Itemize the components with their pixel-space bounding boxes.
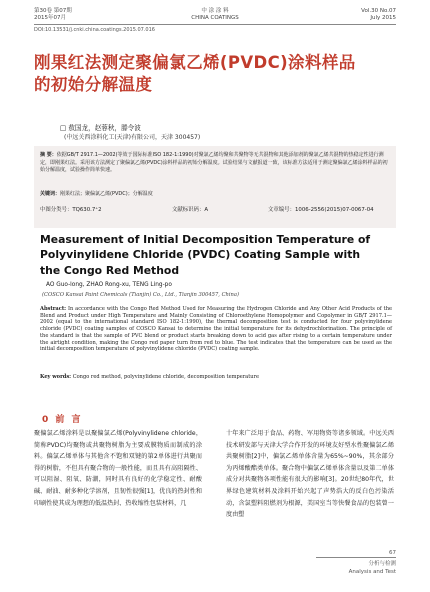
page-number: 67 bbox=[389, 550, 396, 556]
header-divider bbox=[34, 24, 396, 25]
footer-journal-cn: 分析与检测 bbox=[368, 561, 396, 567]
volume-issue-en: Vol.30 No.07 bbox=[361, 8, 396, 14]
abstract-en bbox=[40, 306, 392, 353]
doi[interactable]: DOI:10.13531/j.cnki.china.coatings.2015.07.016 bbox=[34, 27, 155, 33]
journal-name-en: CHINA COATINGS bbox=[191, 15, 239, 21]
abstract-cn bbox=[40, 152, 390, 175]
keywords-cn-text: 刚果红法；聚偏氯乙烯(PVDC)；分解温度 bbox=[60, 191, 153, 197]
keywords-cn-label: 关键词： bbox=[40, 191, 61, 197]
header-right bbox=[361, 8, 396, 22]
abstract-en-text: In accordance with the Congo Red Method Used for Measuring the Hydrogen Chloride and Any Other Acid Products of the Blend and Product under High Temperature and Mainly Consisting of Chloroethylene Homopolymer and Copolymer in GB/T 2917.1—2002 (equal to the international standard ISO 182-1:1990), the thermal decomposition test is conducted for four polyvinylidene chloride (PVDC) coating samples of COSCO Kansai to determine the initial temperature for its dehydrochlorination. The principle of the standard is that the sample of PVC blend or product starts breaking down to acid gas after rising to a certain temperature under the airtight condition, making the Congo red paper turn from red to blue. The test indicates that the temperature can be used as the initial decomposition temperature of polyvinylidene chloride (PVDC) coating sample. bbox=[40, 306, 392, 353]
page-footer bbox=[316, 549, 396, 576]
keywords-en-text: Congo red method, polyvinylidene chloride, decomposition temperature bbox=[72, 374, 259, 380]
abstract-cn-text: 依据GB/T 2917.1—2002(等效于国际标准ISO 182-1:1990)对聚氯乙烯均聚和共聚物等无共混物和其他添加剂的聚氯乙烯共混物的热稳定性进行测定，即刚果红法。采用该方法测定了聚偏氯乙烯(PVDC)涂料样品的初始分解温度。试验结果与文献报道一致，该标准方法适用于测定聚偏氯乙烯涂料样品的初始分解温度，试验操作简单快速。 bbox=[40, 152, 388, 174]
date-en: July 2015 bbox=[370, 15, 396, 21]
article-number: 文章编号：1006-2556(2015)07-0067-04 bbox=[268, 207, 374, 213]
journal-name-cn: 中 涂 涂 料 bbox=[201, 8, 229, 14]
volume-issue-cn: 第30卷 第07期 bbox=[34, 8, 72, 14]
section-heading-introduction: 0 前 言 bbox=[42, 415, 83, 425]
page-header bbox=[0, 0, 430, 40]
date-cn: 2015年07月 bbox=[34, 15, 66, 21]
keywords-cn bbox=[40, 191, 390, 199]
authors-cn: □ 敖国龙，赵蓉秋，滕令波 bbox=[60, 124, 141, 132]
body-column-right: 十年来广泛用于食品、药物、军用物资等诸多领域。中远关西技术研发部与天津大学合作开发的环境友好型水性聚偏氯乙烯共聚树脂[2]中，偏氯乙烯单体含量为65%~90%，其余部分为丙烯酸酯类单体。聚合物中偏氯乙烯单体含量以及第二单体成分对共聚物各项性能有很大的影响[3]。20世纪80年代，世界绿色建筑材料及涂料开始兴起了声势浩大的反白色污染活动，含氯塑料阻燃剂为根源，美国室当等快餐食品的包装曾一度由塑 bbox=[226, 430, 394, 519]
footer-journal-en: Analysis and Test bbox=[348, 569, 396, 575]
footer-divider bbox=[316, 557, 396, 558]
affiliation-en: (COSCO Kansai Paint Chemicals (Tianjin) Co., Ltd., Tianjin 300457, China) bbox=[42, 292, 239, 298]
title-cn: 刚果红法测定聚偏氯乙烯(PVDC)涂料样品的初始分解温度 bbox=[34, 53, 356, 94]
document-code: 文献标识码：A bbox=[172, 207, 209, 213]
keywords-en-label: Key words: bbox=[40, 374, 72, 380]
authors-en: AO Guo-long, ZHAO Rong-xu, TENG Ling-po bbox=[46, 282, 172, 288]
abstract-cn-label: 摘 要： bbox=[40, 152, 57, 158]
keywords-en bbox=[40, 374, 392, 381]
clc-number: 中图分类号：TQ630.7⁺2 bbox=[40, 207, 102, 213]
affiliation-cn: (中远关西涂料化工(天津)有限公司，天津 300457) bbox=[64, 134, 201, 141]
abstract-en-label: Abstract: bbox=[40, 306, 67, 312]
title-en: Measurement of Initial Decomposition Temperature of Polyvinylidene Chloride (PVDC) Coating Sample with the Congo Red Method bbox=[40, 233, 371, 277]
body-column-left: 聚偏氯乙烯涂料是以聚偏氯乙烯(Polyvinylidene chloride，简称PVDC)均聚物或共聚物树脂为主要成膜物质而制成的涂料。偏氯乙烯单体与其他含不饱和双键的第2单体进行共聚而得的树脂，不但具有聚合物的一般性能，而且具有高阻隔性、可以阻湿、阻氧、防潮，同时具有良好的化学稳定性、耐酸碱、耐油、耐多种化学溶剂，且韧性很强[1]，优良的热封性和印刷性使其成为理想的低温热封、热收缩性包装材料，几 bbox=[34, 430, 202, 507]
